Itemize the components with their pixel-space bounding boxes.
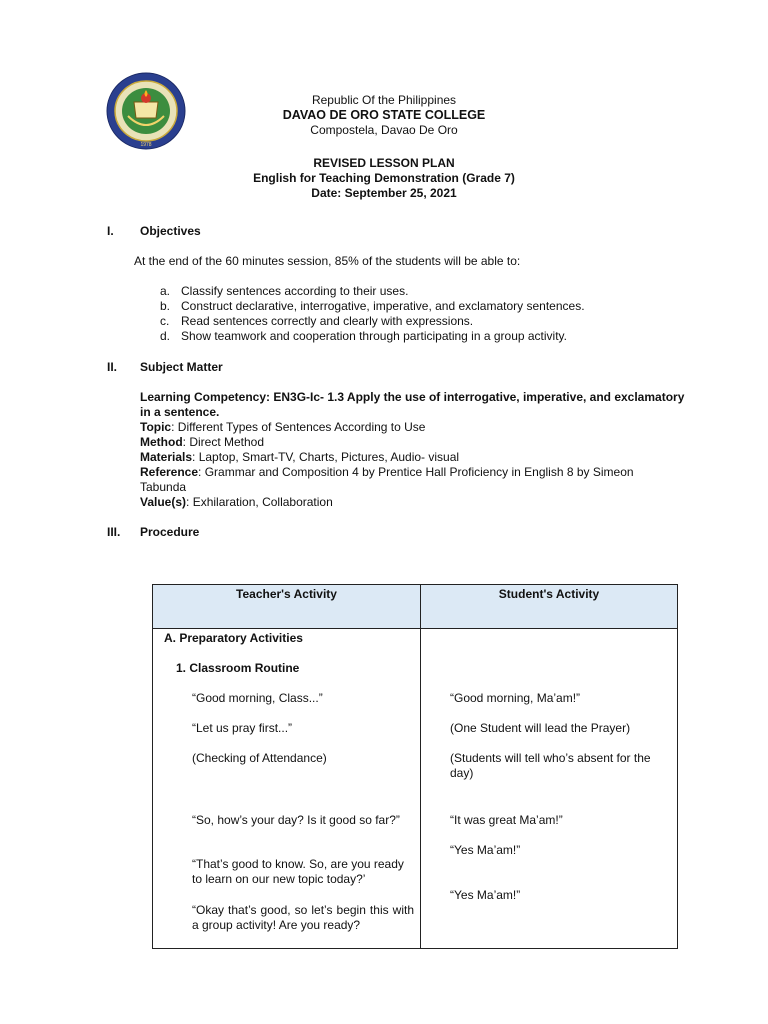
list-item: a. Classify sentences according to their uses. — [160, 284, 409, 298]
section-preparatory-activities: A. Preparatory Activities — [164, 631, 303, 645]
objectives-intro: At the end of the 60 minutes session, 85% of the students will be able to: — [134, 254, 521, 268]
teacher-line: “Good morning, Class...” — [192, 691, 323, 705]
student-line: (Students will tell who’s absent for the day) — [450, 751, 651, 780]
plan-subject: English for Teaching Demonstration (Grade 7) — [253, 171, 515, 185]
teacher-line: “So, how’s your day? Is it good so far?” — [192, 813, 400, 827]
section-title-objectives: Objectives — [140, 224, 201, 238]
teacher-line: (Checking of Attendance) — [192, 751, 327, 765]
student-line: “It was great Ma’am!” — [450, 813, 563, 827]
student-line: “Yes Ma’am!” — [450, 888, 521, 902]
student-line: “Yes Ma’am!” — [450, 843, 521, 857]
student-activity-cell — [421, 629, 678, 949]
teacher-line: “Let us pray first...” — [192, 721, 293, 735]
college-name: DAVAO DE ORO STATE COLLEGE — [282, 108, 486, 122]
college-location: Compostela, Davao De Oro — [310, 123, 458, 137]
section-title-subject-matter: Subject Matter — [140, 360, 223, 374]
reference-line: Reference: Grammar and Composition 4 by Prentice Hall Proficiency in English 8 by Simeon Tabunda — [140, 465, 634, 494]
section-numeral-procedure: III. — [107, 525, 121, 539]
republic-line: Republic Of the Philippines — [311, 93, 457, 107]
topic-line: Topic: Different Types of Sentences According to Use — [140, 420, 426, 434]
list-item: b. Construct declarative, interrogative, imperative, and exclamatory sentences. — [160, 299, 585, 313]
procedure-table — [152, 584, 678, 949]
method-line: Method: Direct Method — [140, 435, 265, 449]
teacher-activity-header: Teacher's Activity — [153, 585, 421, 629]
list-item: d. Show teamwork and cooperation through participating in a group activity. — [160, 329, 567, 343]
teacher-activity-cell — [153, 629, 421, 949]
values-line: Value(s): Exhilaration, Collaboration — [140, 495, 333, 509]
teacher-line: “Okay that’s good, so let’s begin this with a group activity! Are you ready? — [192, 903, 414, 932]
section-numeral-objectives: I. — [107, 224, 114, 238]
learning-competency: Learning Competency: EN3G-Ic- 1.3 Apply the use of interrogative, imperative, and exclamatory in a sentence. — [140, 390, 685, 419]
objectives-list — [160, 284, 585, 344]
teacher-line: “That’s good to know. So, are you ready to learn on our new topic today?’ — [192, 857, 404, 886]
section-numeral-subject-matter: II. — [107, 360, 118, 374]
materials-line: Materials: Laptop, Smart-TV, Charts, Pictures, Audio- visual — [140, 450, 460, 464]
list-item: c. Read sentences correctly and clearly with expressions. — [160, 314, 474, 328]
plan-title: REVISED LESSON PLAN — [313, 156, 455, 170]
plan-date: Date: September 25, 2021 — [311, 186, 457, 200]
document-header — [0, 93, 768, 201]
section-classroom-routine: 1. Classroom Routine — [176, 661, 300, 675]
student-line: (One Student will lead the Prayer) — [450, 721, 631, 735]
svg-text:1978: 1978 — [140, 142, 152, 148]
student-activity-header: Student's Activity — [421, 585, 678, 629]
student-line: “Good morning, Ma’am!” — [450, 691, 581, 705]
section-title-procedure: Procedure — [140, 525, 200, 539]
subject-matter-body — [140, 390, 685, 510]
